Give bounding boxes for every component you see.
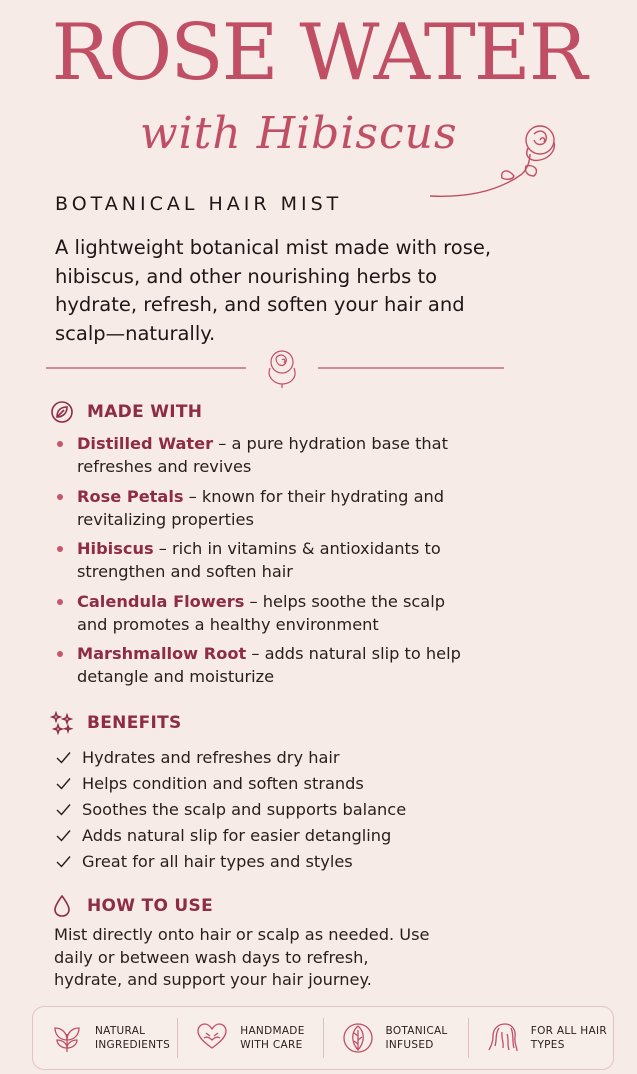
how-to-use-heading [50,894,213,918]
check-icon [55,749,72,766]
ingredient-name: Marshmallow Root [77,644,247,663]
leaf-icon [50,400,74,424]
rose-divider [46,346,504,390]
ingredient-name: Hibiscus [77,539,154,558]
rose-icon [430,118,580,204]
ingredient-desc: – adds natural slip to help detangle and moisturize [77,644,461,686]
benefits-heading [50,711,182,735]
how-to-use-text: Mist directly onto hair or scalp as needed. Use daily or between wash days to refresh, hydrate, and support your hair journey. [54,925,430,989]
benefit-text: Adds natural slip for easier detangling [82,825,392,845]
ingredient-name: Calendula Flowers [77,591,245,611]
bullet-dot [57,441,63,447]
badge-all-hair-types [468,1018,613,1058]
benefit-item [55,822,475,848]
ingredient-item [57,642,477,688]
hair-profile-icon [485,1020,521,1056]
leaves-icon [49,1020,85,1056]
benefits-list [55,744,475,874]
ingredient-name: Rose Petals [77,486,184,506]
benefit-item [55,744,475,770]
made-with-heading [50,400,202,424]
check-icon [55,801,72,818]
ingredient-item [57,590,477,636]
badge-label: BOTANICAL INFUSED [385,1025,448,1051]
bullet-dot [57,651,63,657]
benefit-text: Hydrates and refreshes dry hair [82,747,340,767]
badge-label: HANDMADE WITH CARE [240,1025,305,1051]
check-icon [55,853,72,870]
ingredients-list [57,432,477,695]
ingredient-desc: – helps soothe the scalp and promotes a healthy environment [77,591,446,634]
badge-natural-ingredients [33,1018,177,1058]
droplet-icon [50,894,74,918]
check-icon [55,827,72,844]
ingredient-name: Distilled Water [77,434,214,453]
check-icon [55,775,72,792]
bullet-dot [57,599,63,605]
badge-label: NATURAL INGREDIENTS [95,1025,171,1051]
intro-text: A lightweight botanical mist made with rose, hibiscus, and other nourishing herbs to hydrate, refresh, and soften your hair and scalp—naturally. [55,236,492,345]
ingredient-item [57,432,477,478]
bullet-dot [57,546,63,552]
benefit-text: Helps condition and soften strands [82,773,364,793]
benefit-text: Soothes the scalp and supports balance [82,799,407,819]
product-title: ROSE WATER [51,8,586,98]
ingredient-item [57,485,477,531]
benefit-text: Great for all hair types and styles [82,851,353,871]
made-with-label: MADE WITH [87,402,203,422]
bullet-dot [57,494,63,500]
ingredient-item [57,537,477,583]
benefit-item [55,796,475,822]
badge-bar [32,1006,614,1070]
heart-hands-icon [194,1020,230,1056]
ingredient-desc: – known for their hydrating and revitalizing properties [77,486,445,529]
badge-botanical [323,1018,468,1058]
benefit-item [55,770,475,796]
badge-handmade [177,1018,322,1058]
benefit-item [55,848,475,874]
product-type: BOTANICAL HAIR MIST [55,193,343,215]
sparkles-icon [50,711,74,735]
script-subtitle: with Hibiscus [140,108,458,159]
how-to-use-label: HOW TO USE [87,896,213,916]
badge-label: FOR ALL HAIR TYPES [530,1025,607,1051]
ingredient-desc: – a pure hydration base that refreshes and revives [77,434,448,476]
ingredient-desc: – rich in vitamins & antioxidants to strengthen and soften hair [77,539,441,581]
benefits-label: BENEFITS [87,713,182,733]
botanical-leaf-icon [340,1020,376,1056]
